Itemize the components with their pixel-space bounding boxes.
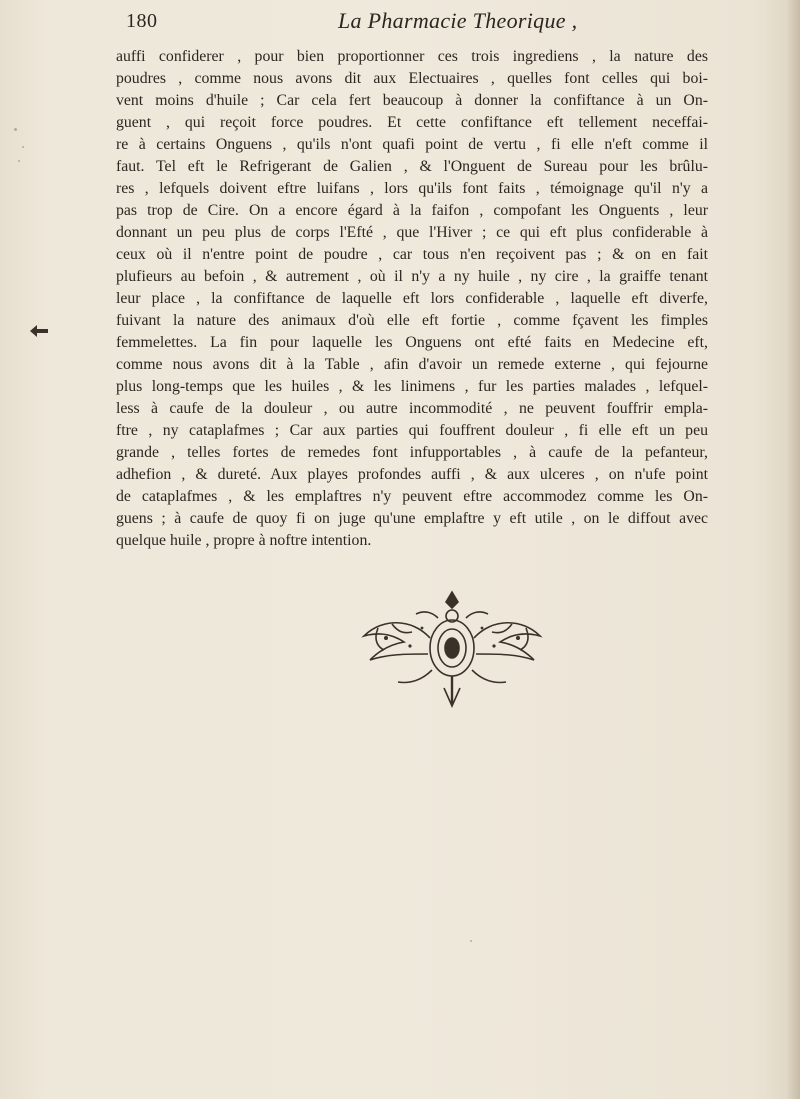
text-line: femmelettes. La fin pour laquelle les Onguens ont efté faits en Medecine eft, [116, 334, 708, 351]
text-line-last: quelque huile , propre à noftre intention. [116, 532, 372, 549]
text-line: grande , telles fortes de remedes font infupportables , à caufe de la pefanteur, [116, 444, 708, 461]
text-line: plus long-temps que les huiles , & les linimens , fur les parties malades , lefquel- [116, 378, 708, 395]
text-line: res , lefquels doivent eftre luifans , lors qu'ils font faits , témoignage qu'il n'y a [116, 180, 708, 197]
running-title: La Pharmacie Theorique , [338, 8, 578, 33]
paper-speck [22, 146, 24, 148]
text-line: ftre , ny cataplafmes ; Car aux parties qui fouffrent douleur , fi elle eft un peu [116, 422, 708, 439]
paper-speck [18, 160, 20, 162]
text-line: plufieurs au befoin , & autrement , où il n'y a ny huile , ny cire , la graiffe tenant [116, 268, 708, 285]
text-line: guens ; à caufe de quoy fi on juge qu'une emplaftre y eft utile , on le diffout avec [116, 510, 708, 527]
margin-hand-icon [28, 320, 50, 342]
text-line: poudres , comme nous avons dit aux Electuaires , quelles font celles qui boi- [116, 70, 708, 87]
text-line: de cataplafmes , & les emplaftres n'y peuvent eftre accommodez comme les On- [116, 488, 708, 505]
paper-speck [470, 940, 472, 942]
body-text [116, 46, 708, 552]
text-line: fuivant la nature des animaux d'où elle eft fortie , comme fçavent les fimples [116, 312, 708, 329]
tailpiece-vignette [352, 588, 552, 710]
text-line: faut. Tel eft le Refrigerant de Galien , & l'Onguent de Sureau pour les brûlu- [116, 158, 708, 175]
paper-speck [14, 128, 17, 131]
text-line: re à certains Onguens , qu'ils n'ont quafi point de vertu , fi elle n'eft comme il [116, 136, 708, 153]
text-line: donnant un peu plus de corps l'Efté , que l'Hiver ; ce qui eft plus confiderable à [116, 224, 708, 241]
text-line: pas trop de Cire. On a encore égard à la faifon , compofant les Onguents , leur [116, 202, 708, 219]
page-number: 180 [126, 10, 158, 32]
text-line: guent , qui reçoit force poudres. Et cette confiftance eft tellement neceffai- [116, 114, 708, 131]
text-line: ceux où il n'entre point de poudre , car tous n'en reçoivent pas ; & on en fait [116, 246, 708, 263]
text-line: adhefion , & dureté. Aux playes profondes auffi , & aux ulceres , on n'ufe point [116, 466, 708, 483]
text-line: less à caufe de la douleur , ou autre incommodité , ne peuvent fouffrir empla- [116, 400, 708, 417]
text-line: auffi confiderer , pour bien proportionner ces trois ingrediens , la nature des [116, 48, 708, 65]
page-edge-shadow [786, 0, 800, 1099]
text-line: vent moins d'huile ; Car cela fert beaucoup à donner la confiftance à un On- [116, 92, 708, 109]
page-header [126, 8, 686, 42]
text-line: leur place , la confiftance de laquelle eft lors confiderable , laquelle eft diverfe, [116, 290, 708, 307]
text-line: comme nous avons dit à la Table , afin d'avoir un remede externe , qui fejourne [116, 356, 708, 373]
